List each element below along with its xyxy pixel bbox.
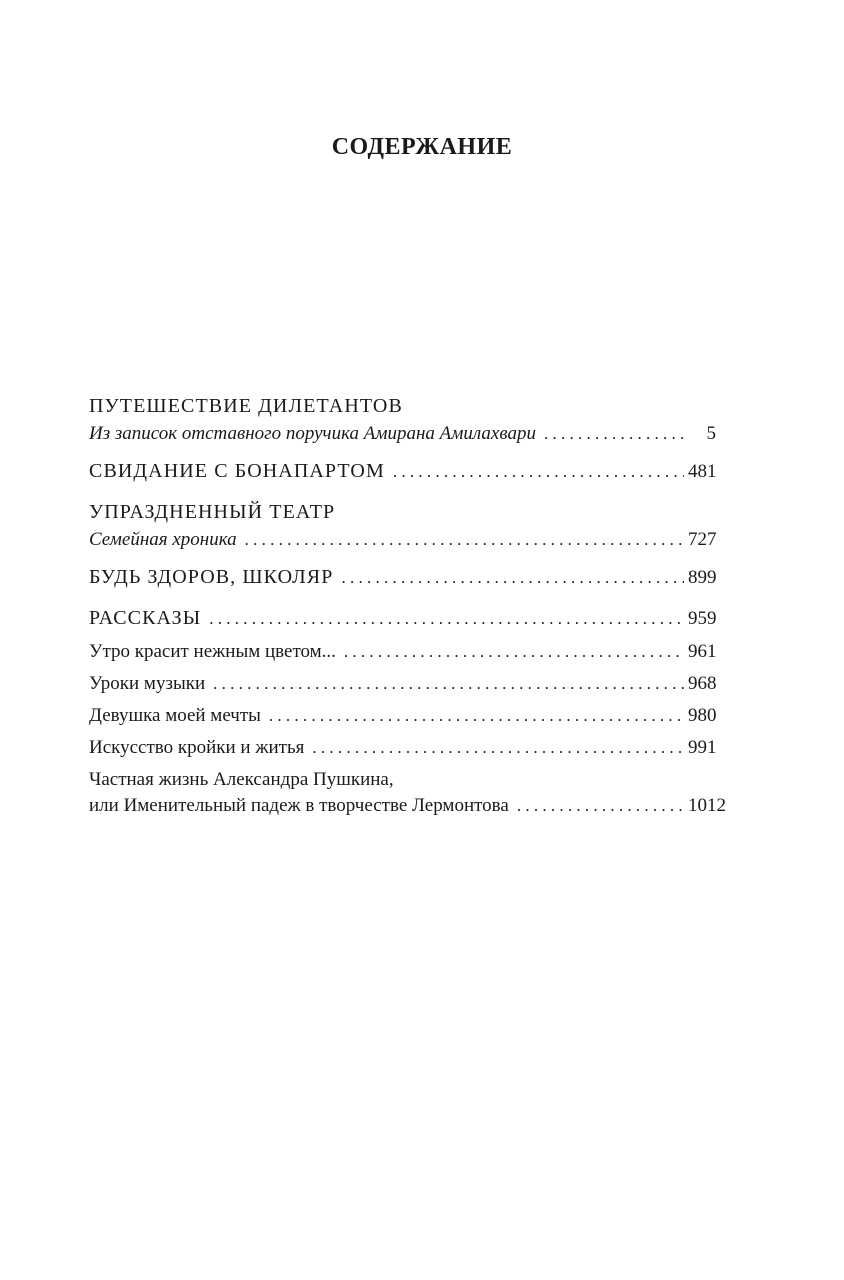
toc-entry-line <box>89 671 716 697</box>
toc-entry-svidanie[interactable] <box>89 457 716 486</box>
page-number: 5 <box>706 423 716 444</box>
entry-subtitle-text: Семейная хроника <box>89 529 237 550</box>
entry-title-text: Частная жизнь Александра Пушкина, <box>89 769 394 790</box>
page-number: 959 <box>688 608 717 629</box>
toc-subentry-uroki[interactable] <box>89 671 716 697</box>
toc-entry-line <box>89 639 716 665</box>
entry-subtitle-text: Из записок отставного поручика Амирана Амилахвари <box>89 423 536 444</box>
page-number: 727 <box>688 529 717 550</box>
entry-title-text: СВИДАНИЕ С БОНАПАРТОМ <box>89 460 385 482</box>
page-number: 980 <box>688 705 717 726</box>
toc-entry-line-1 <box>89 767 716 793</box>
dot-leader <box>213 671 684 697</box>
page-number: 899 <box>688 567 717 588</box>
toc-entry-subtitle-line <box>89 527 716 553</box>
toc-subentry-devushka[interactable] <box>89 703 716 729</box>
toc-entry-puteshestvie[interactable] <box>89 392 716 447</box>
toc-entry-line <box>89 735 716 761</box>
dot-leader <box>209 604 684 633</box>
toc-subentry-iskusstvo[interactable] <box>89 735 716 761</box>
toc-subentry-utro[interactable] <box>89 639 716 665</box>
entry-title-text: Девушка моей мечты <box>89 705 261 726</box>
page-number: 968 <box>688 673 717 694</box>
page-number: 961 <box>688 641 717 662</box>
entry-title-text: ПУТЕШЕСТВИЕ ДИЛЕТАНТОВ <box>89 395 403 417</box>
toc-entry-title <box>89 498 716 527</box>
toc-subentry-chastnaya-zhizn[interactable] <box>89 767 726 819</box>
toc-entry-bud-zdorov[interactable] <box>89 563 716 592</box>
dot-leader <box>341 563 684 592</box>
toc-entry-line <box>89 604 716 633</box>
entry-title-text: УПРАЗДНЕННЫЙ ТЕАТР <box>89 501 336 523</box>
table-of-contents <box>89 392 726 825</box>
toc-entry-line <box>89 563 716 592</box>
entry-title-text: Искусство кройки и житья <box>89 737 305 758</box>
page-title: СОДЕРЖАНИЕ <box>331 134 513 160</box>
dot-leader <box>245 527 684 553</box>
toc-entry-subtitle-line <box>89 421 716 447</box>
entry-title-text: Утро красит нежным цветом... <box>89 641 336 662</box>
page-number: 1012 <box>688 795 726 816</box>
dot-leader <box>517 793 684 819</box>
toc-entry-line <box>89 457 716 486</box>
dot-leader <box>344 639 684 665</box>
dot-leader <box>544 421 684 447</box>
entry-title-text: БУДЬ ЗДОРОВ, ШКОЛЯР <box>89 566 334 588</box>
dot-leader <box>393 457 684 486</box>
entry-title-text: РАССКАЗЫ <box>89 607 202 629</box>
toc-entry-line <box>89 703 716 729</box>
dot-leader <box>269 703 684 729</box>
toc-entry-uprazdnenny-teatr[interactable] <box>89 498 716 553</box>
entry-title-text: или Именительный падеж в творчестве Лермонтова <box>89 795 509 816</box>
page-number: 481 <box>688 461 717 482</box>
dot-leader <box>312 735 684 761</box>
entry-title-text: Уроки музыки <box>89 673 206 694</box>
page-number: 991 <box>688 737 717 758</box>
toc-entry-title <box>89 392 716 421</box>
toc-entry-rasskazy[interactable] <box>89 604 716 633</box>
toc-entry-line-2 <box>89 793 726 819</box>
